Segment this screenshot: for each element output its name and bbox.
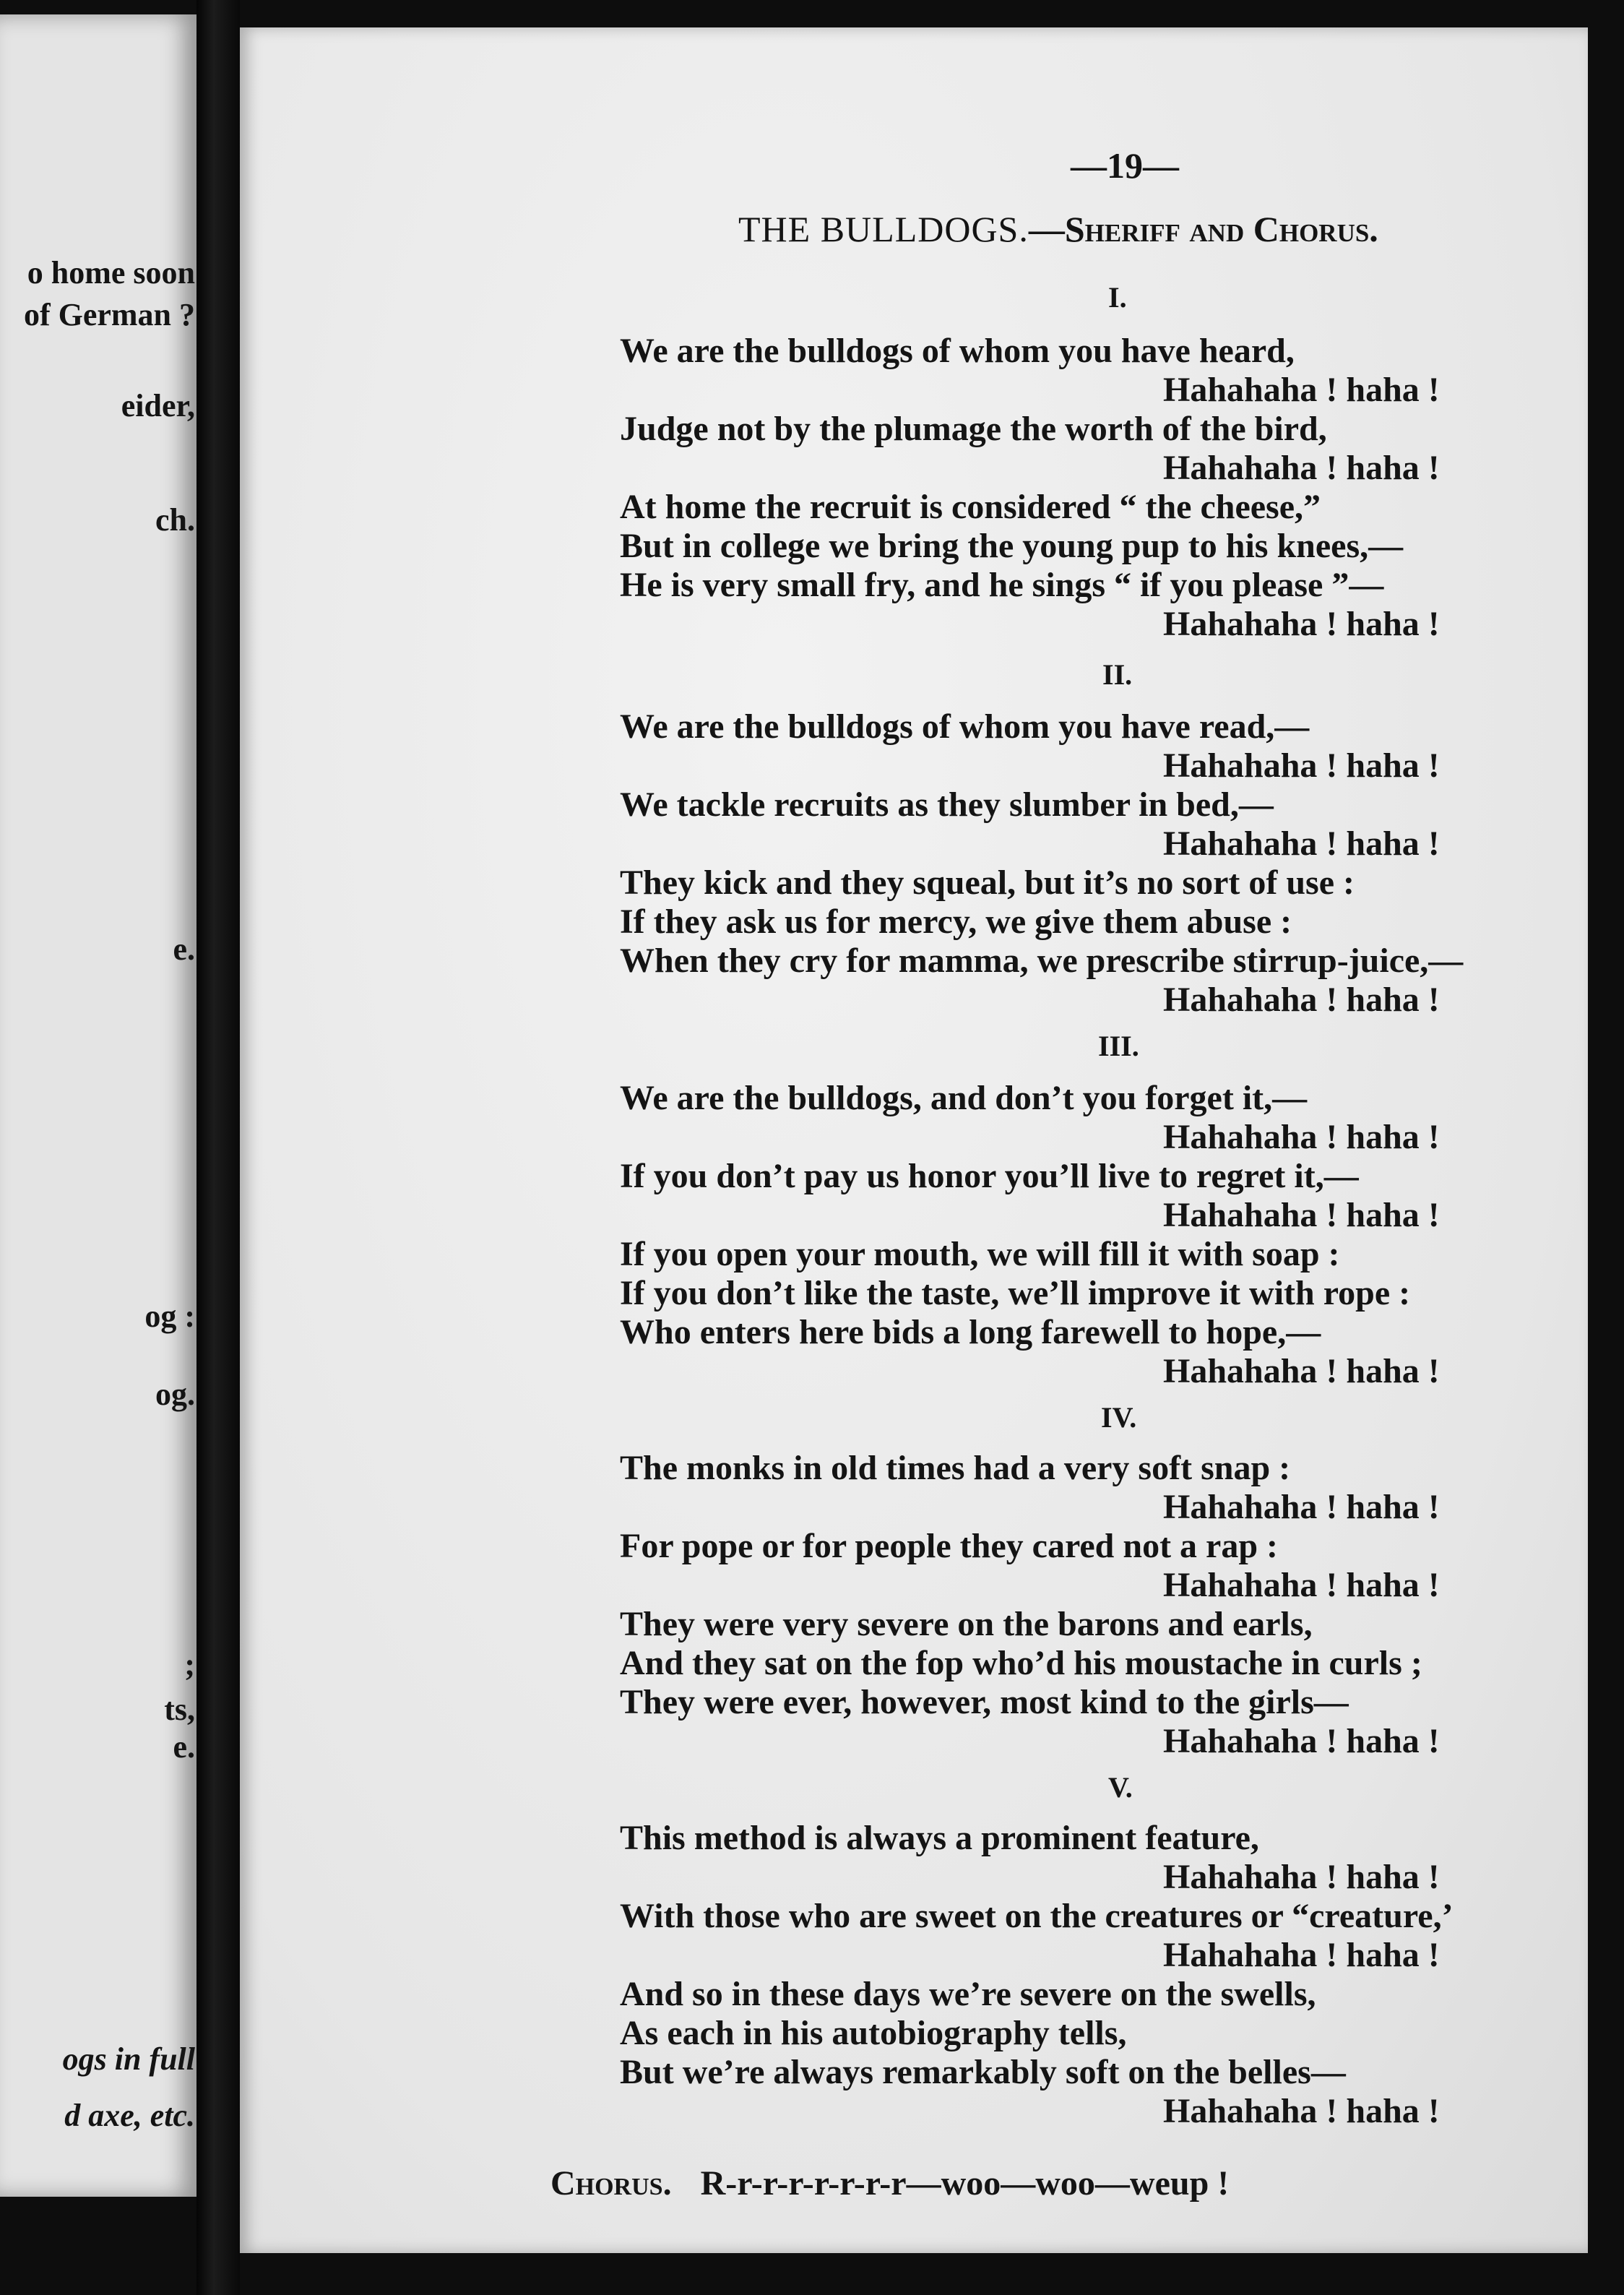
verse-numeral: I. <box>1108 281 1127 314</box>
verse-line: With those who are sweet on the creatures or “creature,’ <box>620 1897 1454 1935</box>
verse-line: We are the bulldogs of whom you have read,— <box>620 707 1310 746</box>
left-fragment: og : <box>144 1299 195 1334</box>
left-fragment: o home soon <box>27 255 195 290</box>
book-gutter <box>196 0 240 2295</box>
refrain-line: Hahahaha ! haha ! <box>1163 1566 1440 1604</box>
song-subtitle: —Sheriff and Chorus. <box>1028 209 1378 249</box>
left-page-edge <box>0 14 196 2197</box>
page-number: —19— <box>1071 145 1179 186</box>
verse-line: He is very small fry, and he sings “ if you please ”— <box>620 566 1384 604</box>
chorus-text: R-r-r-r-r-r-r-r—woo—woo—weup ! <box>700 2164 1230 2203</box>
right-page <box>240 27 1588 2253</box>
refrain-line: Hahahaha ! haha ! <box>1163 1118 1440 1156</box>
verse-line: Who enters here bids a long farewell to hope,— <box>620 1313 1321 1351</box>
verse-line: If they ask us for mercy, we give them abuse : <box>620 903 1292 941</box>
left-fragment: ch. <box>155 502 195 538</box>
left-fragment: e. <box>173 1729 195 1765</box>
verse-line: And so in these days we’re severe on the swells, <box>620 1975 1316 2013</box>
refrain-line: Hahahaha ! haha ! <box>1163 449 1440 487</box>
left-fragment: d axe, etc. <box>64 2098 195 2133</box>
left-fragment: eider, <box>121 388 195 423</box>
refrain-line: Hahahaha ! haha ! <box>1163 746 1440 785</box>
verse-line: We tackle recruits as they slumber in bed,— <box>620 785 1274 824</box>
verse-line: At home the recruit is considered “ the cheese,” <box>620 488 1321 526</box>
left-fragment: og. <box>155 1377 195 1412</box>
verse-numeral: IV. <box>1101 1401 1137 1434</box>
chorus-label: Chorus. <box>550 2164 672 2203</box>
refrain-line: Hahahaha ! haha ! <box>1163 605 1440 643</box>
song-title-main: THE BULLDOGS. <box>738 209 1029 249</box>
verse-line: When they cry for mamma, we prescribe stirrup-juice,— <box>620 942 1464 980</box>
verse-numeral: II. <box>1102 658 1133 691</box>
verse-line: This method is always a prominent feature, <box>620 1819 1259 1857</box>
refrain-line: Hahahaha ! haha ! <box>1163 1488 1440 1526</box>
verse-line: For pope or for people they cared not a rap : <box>620 1527 1279 1565</box>
refrain-line: Hahahaha ! haha ! <box>1163 1936 1440 1974</box>
refrain-line: Hahahaha ! haha ! <box>1163 371 1440 409</box>
verse-line: They were very severe on the barons and earls, <box>620 1605 1313 1643</box>
left-fragment: ts, <box>164 1692 195 1727</box>
verse-numeral: III. <box>1098 1030 1139 1062</box>
verse-line: We are the bulldogs of whom you have heard, <box>620 332 1295 370</box>
left-fragment: ; <box>184 1647 195 1682</box>
refrain-line: Hahahaha ! haha ! <box>1163 2092 1440 2130</box>
verse-line: We are the bulldogs, and don’t you forget it,— <box>620 1079 1308 1117</box>
left-fragment: of German ? <box>23 297 195 332</box>
verse-line: And they sat on the fop who’d his moustache in curls ; <box>620 1644 1422 1682</box>
verse-line: They kick and they squeal, but it’s no sort of use : <box>620 864 1355 902</box>
verse-line: The monks in old times had a very soft snap : <box>620 1449 1291 1487</box>
refrain-line: Hahahaha ! haha ! <box>1163 1858 1440 1896</box>
left-fragment: e. <box>173 931 195 967</box>
verse-numeral: V. <box>1108 1771 1133 1804</box>
verse-line: But we’re always remarkably soft on the belles— <box>620 2053 1346 2091</box>
refrain-line: Hahahaha ! haha ! <box>1163 1196 1440 1234</box>
refrain-line: Hahahaha ! haha ! <box>1163 1352 1440 1390</box>
verse-line: If you open your mouth, we will fill it with soap : <box>620 1235 1340 1273</box>
left-fragment: ogs in full <box>62 2041 195 2077</box>
chorus-line <box>550 2163 1229 2203</box>
verse-line: If you don’t pay us honor you’ll live to regret it,— <box>620 1157 1359 1195</box>
verse-line: They were ever, however, most kind to the girls— <box>620 1683 1349 1721</box>
verse-line: Judge not by the plumage the worth of the bird, <box>620 410 1327 448</box>
song-title <box>738 208 1378 250</box>
refrain-line: Hahahaha ! haha ! <box>1163 824 1440 863</box>
verse-line: As each in his autobiography tells, <box>620 2014 1127 2052</box>
verse-line: But in college we bring the young pup to his knees,— <box>620 527 1404 565</box>
verse-line: If you don’t like the taste, we’ll improve it with rope : <box>620 1274 1411 1312</box>
refrain-line: Hahahaha ! haha ! <box>1163 981 1440 1019</box>
refrain-line: Hahahaha ! haha ! <box>1163 1722 1440 1760</box>
